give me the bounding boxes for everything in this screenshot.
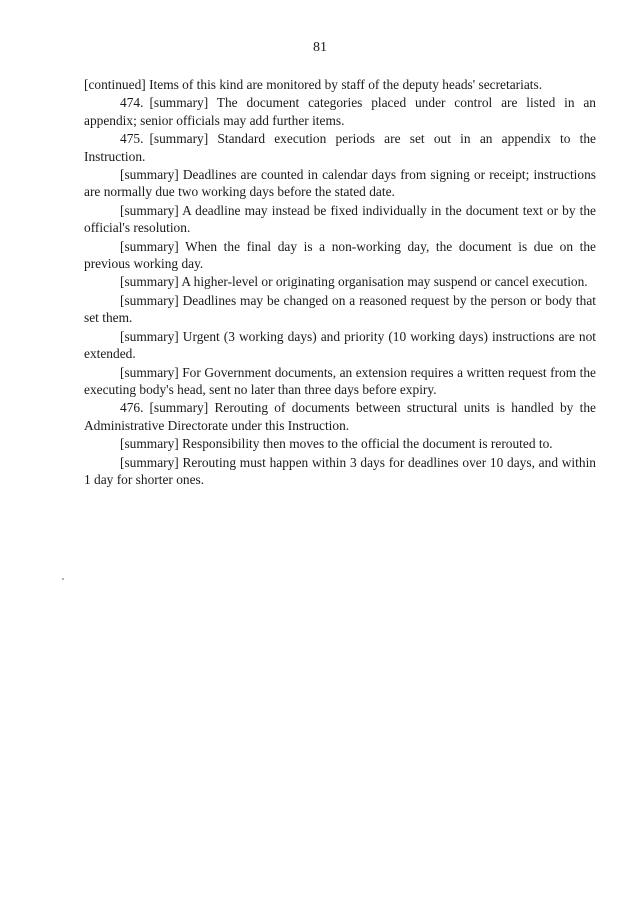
paragraph <box>84 328 596 363</box>
paragraph <box>84 130 596 165</box>
paragraph-text: [summary] When the final day is a non-working day, the document is due on the previous working day. <box>84 238 596 272</box>
paragraph-text: [summary] Responsibility then moves to the official the document is rerouted to. <box>120 436 553 452</box>
paragraph-text: [summary] Deadlines are counted in calendar days from signing or receipt; instructions are normally due two working days before the stated date. <box>84 167 596 200</box>
paragraph-text: [summary] A higher-level or originating organisation may suspend or cancel execution. <box>120 274 588 290</box>
scan-artifact <box>62 578 64 580</box>
paragraph-text: [summary] Rerouting must happen within 3 days for deadlines over 10 days, and within 1 day for shorter ones. <box>84 454 596 487</box>
document-body <box>84 76 596 489</box>
paragraph-number: 475. <box>120 131 144 147</box>
page-number: 81 <box>313 40 327 55</box>
paragraph-text: [continued] Items of this kind are monitored by staff of the deputy heads' secretariats. <box>84 77 543 92</box>
paragraph-number: 476. <box>120 400 144 416</box>
paragraph-text: [summary] Urgent (3 working days) and priority (10 working days) instructions are not extended. <box>84 328 596 362</box>
paragraph-text: [summary] A deadline may instead be fixed individually in the document text or by the official's resolution. <box>84 202 596 236</box>
paragraph <box>84 94 596 129</box>
paragraph <box>84 292 596 327</box>
paragraph <box>84 238 596 273</box>
paragraph <box>84 435 596 452</box>
paragraph-text: [summary] The document categories placed under control are listed in an appendix; senior officials may add further items. <box>84 95 596 128</box>
paragraph-text: [summary] For Government documents, an extension requires a written request from the executing body's head, sent no later than three days before expiry. <box>84 364 596 397</box>
continuation-paragraph <box>84 76 596 93</box>
paragraph <box>84 166 596 201</box>
paragraph-text: [summary] Deadlines may be changed on a reasoned request by the person or body that set them. <box>84 292 596 326</box>
paragraph <box>84 399 596 434</box>
paragraph <box>84 364 596 399</box>
paragraph <box>84 202 596 237</box>
paragraph-text: [summary] Rerouting of documents between structural units is handled by the Administrative Directorate under this Instruction. <box>84 400 596 433</box>
paragraph <box>84 273 596 290</box>
paragraph-number: 474. <box>120 95 144 111</box>
paragraph-text: [summary] Standard execution periods are set out in an appendix to the Instruction. <box>84 131 596 164</box>
paragraph <box>84 454 596 489</box>
